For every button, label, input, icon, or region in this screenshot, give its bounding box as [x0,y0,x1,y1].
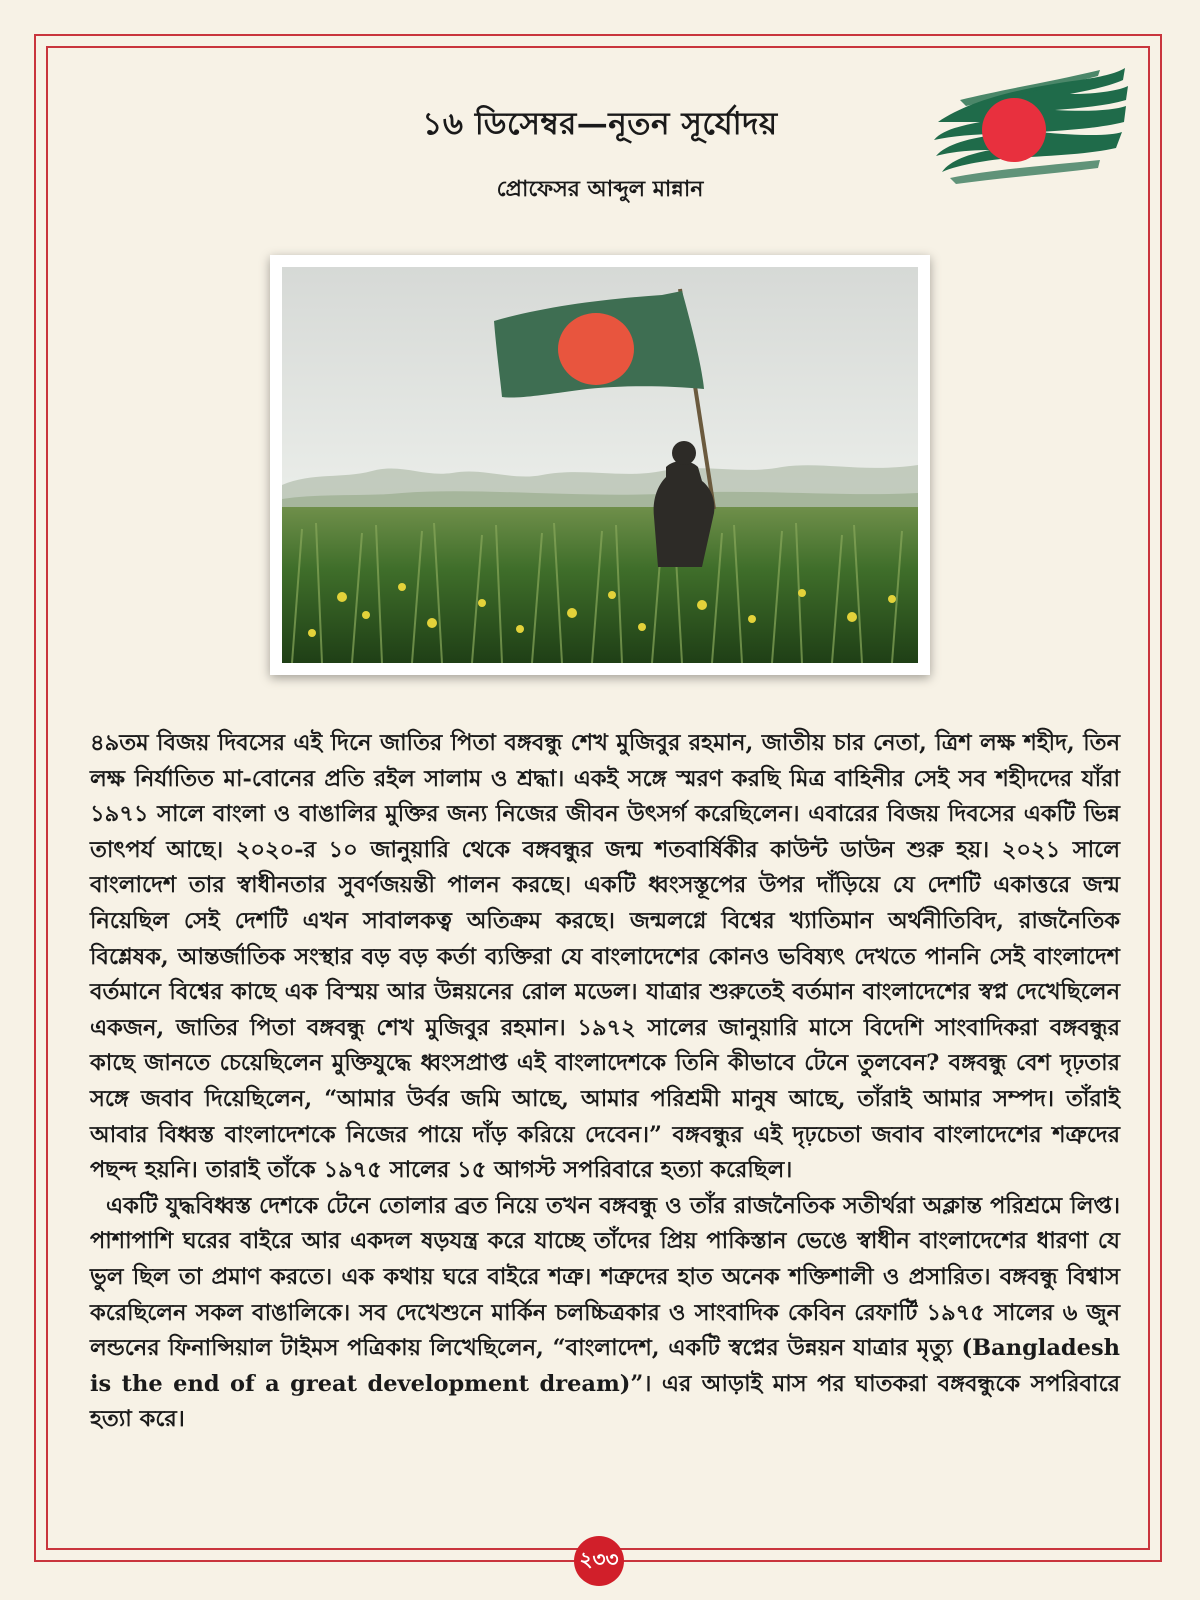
article-author: প্রোফেসর আব্দুল মান্নান [496,176,704,202]
body-paragraph: ৪৯তম বিজয় দিবসের এই দিনে জাতির পিতা বঙ্গবন্ধু শেখ মুজিবুর রহমান, জাতীয় চার নেতা, ত্রিশ লক্ষ শহীদ, তিন লক্ষ নির্যাতিত মা-বোনের প্রতি রইল সালাম ও শ্রদ্ধা। একই সঙ্গে স্মরণ করছি মিত্র বাহিনীর সেই সব শহীদদের যাঁরা ১৯৭১ সালে বাংলা ও বাঙালির মুক্তির জন্য নিজের জীবন উৎসর্গ করেছিলেন। এবারের বিজয় দিবসের একটি ভিন্ন তাৎপর্য আছে। ২০২০-র ১০ জানুয়ারি থেকে বঙ্গবন্ধুর জন্ম শতবার্ষিকীর কাউন্ট ডাউন শুরু হয়। ২০২১ সালে বাংলাদেশ তার স্বাধীনতার সুবর্ণজয়ন্তী পালন করছে। একটি ধ্বংসস্তূপের উপর দাঁড়িয়ে যে দেশটি একাত্তরে জন্ম নিয়েছিল সেই দেশটি এখন সাবালকত্ব অতিক্রম করছে। জন্মলগ্নে বিশ্বের খ্যাতিমান অর্থনীতিবিদ, রাজনৈতিক বিশ্লেষক, আন্তর্জাতিক সংস্থার বড় বড় কর্তা ব্যক্তিরা যে বাংলাদেশের কোনও ভবিষ্যৎ দেখতে পাননি সেই বাংলাদেশ বর্তমানে বিশ্বের কাছে এক বিস্ময় আর উন্নয়নের রোল মডেল। যাত্রার শুরুতেই বর্তমান বাংলাদেশের স্বপ্ন দেখেছিলেন একজন, জাতির পিতা বঙ্গবন্ধু শেখ মুজিবুর রহমান। ১৯৭২ সালের জানুয়ারি মাসে বিদেশি সাংবাদিকরা বঙ্গবন্ধুর কাছে জানতে চেয়েছিলেন মুক্তিযুদ্ধে ধ্বংসপ্রাপ্ত এই বাংলাদেশকে তিনি কীভাবে টেনে তুলবেন? বঙ্গবন্ধু বেশ দৃঢ়তার সঙ্গে জবাব দিয়েছিলেন, “আমার উর্বর জমি আছে, আমার পরিশ্রমী মানুষ আছে, তাঁরাই আমার সম্পদ। তাঁরাই আবার বিধ্বস্ত বাংলাদেশকে নিজের পায়ে দাঁড় করিয়ে দেবেন।” বঙ্গবন্ধুর এই দৃঢ়চেতা জবাব বাংলাদেশের শত্রুদের পছন্দ হয়নি। তারাই তাঁকে ১৯৭৫ সালের ১৫ আগস্ট সপরিবারে হত্যা করেছিল। [90,730,1120,1184]
page-number-badge: ২৩৩ [574,1536,624,1586]
photo-frame [270,255,930,675]
body-paragraph: একটি যুদ্ধবিধ্বস্ত দেশকে টেনে তোলার ব্রত নিয়ে তখন বঙ্গবন্ধু ও তাঁর রাজনৈতিক সতীর্থরা অক্লান্ত পরিশ্রমে লিপ্ত। পাশাপাশি ঘরের বাইরে আর একদল ষড়যন্ত্র করে যাচ্ছে তাঁদের প্রিয় পাকিস্তান ভেঙে স্বাধীন বাংলাদেশের ধারণা যে ভুল ছিল তা প্রমাণ করতে। এক কথায় ঘরে বাইরে শত্রু। শত্রুদের হাত অনেক শক্তিশালী ও প্রসারিত। বঙ্গবন্ধু বিশ্বাস করেছিলেন সকল বাঙালিকে। সব দেখেশুনে মার্কিন চলচ্চিত্রকার ও সাংবাদিক কেবিন রেফার্টি ১৯৭৫ সালের ৬ জুন লন্ডনের ফিনান্সিয়াল টাইমস পত্রিকায় লিখেছিলেন, “বাংলাদেশ, একটি স্বপ্নের উন্নয়ন যাত্রার মৃত্যু (Bangladesh is the end of a great development dream)”। এর আড়াই মাস পর ঘাতকরা বঙ্গবন্ধুকে সপরিবারে হত্যা করে। [90,1192,1120,1433]
article-title: ১৬ ডিসেম্বর—নূতন সূর্যোদয় [422,106,778,142]
article-body [90,726,1120,1438]
boy-waving-flag-photo [282,267,918,663]
